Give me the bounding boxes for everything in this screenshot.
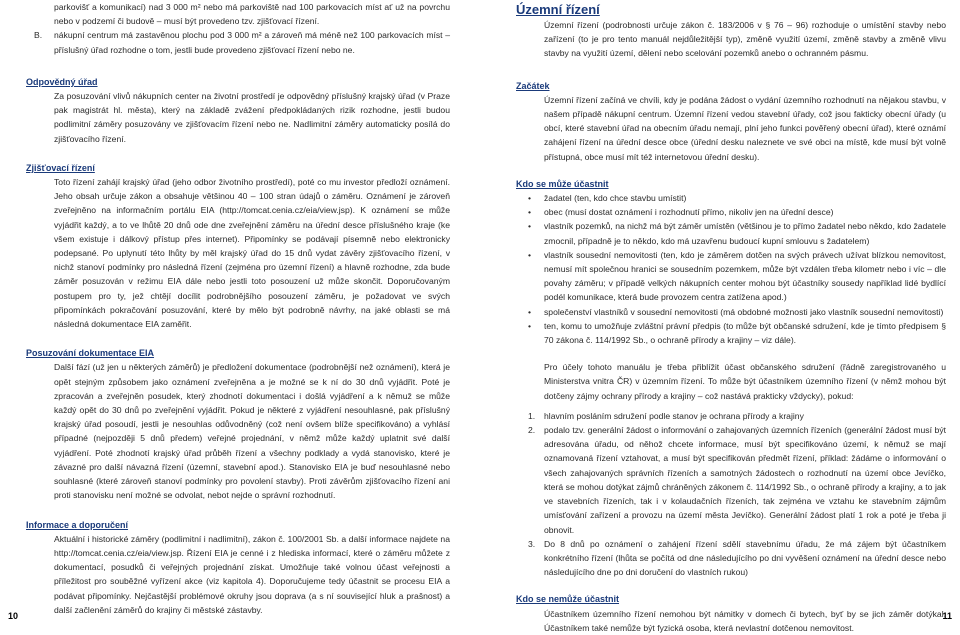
paragraph-association: Pro účely tohoto manuálu je třeba přiblížit účast občanského sdružení (řádně zaregistrovaného u Ministerstva vnitra ČR) v územním řízení. To může být účastníkem územního řízení (v němž mohou být dotčeny zájmy ochrany přírody a krajiny – což nastává prakticky vždycky), pokud:: [544, 362, 946, 401]
intro-item-b: [26, 28, 450, 56]
list-item: • společenství vlastníků v sousední nemovitosti (má obdobné možnosti jako vlastník sousední nemovitosti): [516, 305, 946, 319]
list-item: • vlastník sousední nemovitosti (ten, kdo je záměrem dotčen na svých právech užívat blízkou nemovitost, nemusí mít společnou hranici se sousedním pozemkem, může být vzdálen třeba kilometr nebo i víc – dle povahy záměru; v případě velkých nákupních center mohou být účastníky sousedy například lidé bydlící podél komunikace, která bude provozem centra zatížena apod.): [528, 249, 946, 303]
bullet-icon: •: [528, 320, 532, 331]
participants-list: [516, 191, 946, 347]
paragraph-screening: Toto řízení zahájí krajský úřad (jeho odbor životního prostředí), poté co mu investor předloží oznámení. Jeho obsah určuje zákon a obsahuje většinou 40 – 100 stran údajů o záměru. Oznámení je zároveň zveřejněno na informačním portálu EIA (http://tomcat.cenia.cz/eia/view.jsp). K oznámení se může vyjádřit každý, a to ve lhůtě 20 dnů ode dne zveřejnění záměru na úřední desce příslušného kraje (ke všem existuje i dálkový přístup přes internet). Připomínky se podávají písemně nebo elektronicky podepsané. Po uplynutí této lhůty by měl krajský úřad do 15 dnů vydat závěry zjišťovacího řízení, v nichž stanoví podmínky pro následná řízení (zejména pro územní řízení) a hlavně rozhodne, zda bude záměr posuzován v režimu EIA dále nebo jestli toto posouzení už může skončit. Doporučovaným postupem pro ty, jež chtějí docílit podrobnějšího posouzení záměru, je požadovat ve svých připomínkách pokračování posuzování, které by mělo být podrobně návrhy, na jaké oblasti se má následná dokumentace EIA zaměřit.: [54, 177, 450, 330]
bullet-icon: •: [528, 306, 532, 317]
list-item: • ten, komu to umožňuje zvláštní právní předpis (to může být občanské sdružení, kde je tímto předpisem § 70 zákona č. 114/1992 Sb., o ochraně přírody a krajiny – viz dále).: [528, 320, 946, 346]
intro-paragraph-a: parkovišť a komunikací) nad 3 000 m² nebo má parkoviště nad 100 parkovacích míst ať už na povrchu nebo v podzemí či budově – musí být provedeno tzv. zjišťovací řízení.: [54, 2, 450, 27]
list-item: • vlastník pozemků, na nichž má být záměr umístěn (většinou je to přímo žadatel nebo někdo, kdo žadatele zmocnil, případně je to někdo, kdo má uzavřenu budoucí kupní smlouvu s žadatelem): [528, 221, 946, 246]
heading-who-can-participate: Kdo se může účastnit: [516, 178, 609, 189]
bullet-icon: •: [528, 193, 532, 204]
left-column: [26, 0, 450, 617]
section-title: Územní řízení: [516, 2, 600, 17]
list-item: • žadatel (ten, kdo chce stavbu umístit): [516, 191, 946, 205]
conditions-list: [516, 409, 946, 579]
paragraph-intro: Územní řízení (podrobnosti určuje zákon č. 183/2006 v § 76 – 96) rozhoduje o umístění stavby nebo zařízení (to je pro tento manuál nejdůležitější typ), změně využití území, změně stavby a změně vlivu stavby na využití území, dělení nebo scelování pozemků anebo o ochranném pásmu.: [544, 20, 946, 59]
paragraph-information: Aktuální i historické záměry (podlimitní i nadlimitní), zákon č. 100/2001 Sb. a další informace najdete na http://tomcat.cenia.cz/eia/view.jsp. Řízení EIA je cenné i z hlediska informací, které o záměru můžete z dokumentací, posudků či veřejných projednání získat. Umožňuje také volnou účast veřejnosti a příležitost pro souběžné vyřízení akce (viz kapitola 4). Doporučujeme tedy účastnit se procesu EIA a podávat připomínky. Nejčastější problémové okruhy jsou doprava (a s ní související hluk a prašnost) a další začlenění záměrů do krajiny či městské zástavby.: [54, 533, 450, 615]
item-b-marker: B.: [34, 30, 43, 41]
list-item: • obec (musí dostat oznámení i rozhodnutí přímo, nikoliv jen na úřední desce): [516, 205, 946, 219]
paragraph-eia-documentation: Další fází (už jen u některých záměrů) je předložení dokumentace (podrobnější než oznámení), která je opět stejným způsobem jako oznámení zveřejněna a je možné se k ní do 30 dnů vyjádřit. Poté je zpracován a zveřejněn posudek, který zhodnotí dokumentaci i došlá vyjádření a k němuž se může každý opět do 30 dnů po zveřejnění vyjádřit. Pokud je některé z vyjádření nesouhlasné, pak příslušný krajský úřad posoudí, jestli je nesouhlas odůvodněný (což není ovšem blíže specifikováno) a vyhlásí případné (nejpozději 5 dnů předem) veřejné projednání, v němž může každý uplatnit své další vyjádření. Poté zhodnotí krajský úřad průběh řízení a všechny podklady a vydá stanovisko, které je závazné pro další návazná řízení (územní, stavební apod.). Stanovisko EIA je buď nesouhlasné nebo souhlasné (které zároveň stanoví podmínky pro povolení stavby). Proti závěrům zjišťovacího řízení ani proti stanovisku není možné se odvolat, nebot nejde o správní rozhodnutí.: [54, 362, 450, 501]
paragraph-responsible-office: Za posuzování vlivů nákupních center na životní prostředí je odpovědný příslušný krajský úřad (v Praze pak magistrát hl. města), který na základě zvážení předpokládaných rizik rozhodne, jestli budou podlimitní záměry posuzovány ve zjišťovacím řízení nebo ne. Nadlimitní záměry automaticky posílá do zjišťovacího řízení.: [54, 91, 450, 144]
bullet-icon: •: [528, 221, 532, 232]
heading-information: Informace a doporučení: [26, 519, 129, 530]
bullet-icon: •: [528, 207, 532, 218]
heading-screening: Zjišťovací řízení: [26, 162, 95, 173]
heading-who-cannot-participate: Kdo se nemůže účastnit: [516, 594, 620, 605]
page-number-right: 11: [942, 611, 952, 621]
page-number-left: 10: [8, 611, 19, 621]
right-column: [516, 0, 946, 635]
heading-responsible-office: Odpovědný úřad: [26, 76, 98, 87]
list-item: 1. hlavním posláním sdružení podle stanov je ochrana přírody a krajiny: [528, 410, 804, 421]
bullet-icon: •: [528, 249, 532, 260]
heading-start: Začátek: [516, 80, 550, 91]
list-item: 3. Do 8 dnů po oznámení o zahájení řízení sdělí stavebnímu úřadu, že má zájem být účastníkem konkrétního řízení (lhůta se počítá od dne následujícího po dni vyvěšení oznámení na úřední desce nebo následujícího dne po dni doručení do vlastních rukou): [528, 538, 946, 578]
list-item: 2. podalo tzv. generální žádost o informování o zahajovaných územních řízeních (generální žádost musí být adresována úřadu, od něhož chcete informace, musí být specifikováno území, k němuž se mají oznamovaná řízení vztahovat, a musí být specifikován předmět řízení, příklad: žádáme o informování o všech zahajovaných správních řízeních a samotných žádostech o rozhodnutí na území obce Jevíčko, která se mohou dotýkat zájmů chráněných zákonem č. 114/1992 Sb., o ochraně přírody a krajiny, a to jak ve stavebních řízeních, tak i v kolaudačních řízeních, tak zejména ve vztahu ke stavebním zájmům umísťování zařízení a provozu na území města Jevíčko). Generální žádost platí 1 rok a poté je třeba ji obnovit.: [528, 425, 946, 535]
heading-eia-documentation: Posuzování dokumentace EIA: [26, 348, 155, 359]
intro-paragraph-b: nákupní centrum má zastavěnou plochu pod 3 000 m² a zároveň má méně než 100 parkovacích míst – příslušný úřad rozhodne o tom, jestli bude provedeno zjišťovací řízení nebo ne.: [54, 30, 450, 55]
paragraph-who-cannot-participate: Účastníkem územního řízení nemohou být námitky v domech či bytech, byť by se jich záměr dotýkal. Účastníkem také nemůže být fyzická osoba, která nevlastní dotčenou nemovitost.: [544, 608, 946, 633]
paragraph-start: Územní řízení začíná ve chvíli, kdy je podána žádost o vydání územního rozhodnutí na nějakou stavbu, v našem případě nákupní centrum. Územní řízení vedou stavební úřady, což jsou fakticky obecní úřady (u obcí, které stavební úřad na obecním úřadu nemají, plní jeho funkci pověřený obecní úřad), které oznámí zahájení řízení na úřední desce obce (úřední desku naleznete ve své obci na místě, kde musí být volně přístupná, obce musí mít též internetovou úřední desku).: [544, 94, 946, 162]
